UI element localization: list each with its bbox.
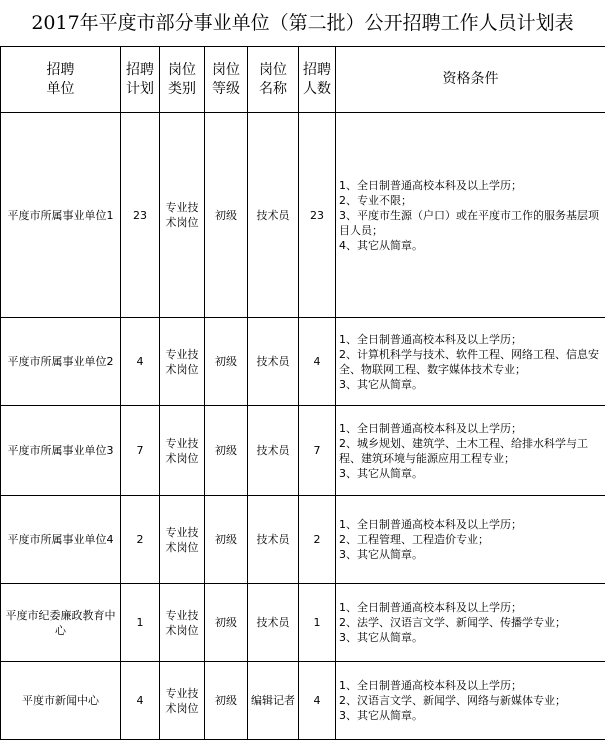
table-row — [1, 113, 605, 318]
requirements-cell — [336, 318, 605, 406]
requirement-line: 3、其它从简章。 — [339, 630, 602, 645]
page-title: 2017年平度市部分事业单位（第二批）公开招聘工作人员计划表 — [0, 0, 605, 46]
plan-cell: 4 — [121, 318, 160, 406]
requirement-line: 1、全日制普通高校本科及以上学历； — [339, 517, 602, 532]
header-category: 岗位 类别 — [160, 47, 205, 113]
header-unit: 招聘 单位 — [1, 47, 121, 113]
category-cell: 专业技术岗位 — [160, 662, 205, 740]
requirements-cell — [336, 496, 605, 584]
table-row — [1, 584, 605, 662]
grade-cell: 初级 — [205, 584, 248, 662]
count-cell: 1 — [299, 584, 336, 662]
table-row — [1, 318, 605, 406]
requirement-line: 3、其它从简章。 — [339, 708, 602, 723]
plan-cell: 2 — [121, 496, 160, 584]
table-row — [1, 496, 605, 584]
requirement-line: 3、平度市生源（户口）或在平度市工作的服务基层项目人员； — [339, 208, 602, 238]
count-cell: 23 — [299, 113, 336, 318]
category-cell: 专业技术岗位 — [160, 496, 205, 584]
requirement-line: 2、法学、汉语言文学、新闻学、传播学专业； — [339, 615, 602, 630]
requirement-line: 2、计算机科学与技术、软件工程、网络工程、信息安全、物联网工程、数字媒体技术专业； — [339, 347, 602, 377]
header-requirements: 资格条件 — [336, 47, 605, 113]
requirement-line: 1、全日制普通高校本科及以上学历； — [339, 332, 602, 347]
requirement-line: 4、其它从简章。 — [339, 238, 602, 253]
requirement-line: 1、全日制普通高校本科及以上学历； — [339, 421, 602, 436]
header-plan: 招聘 计划 — [121, 47, 160, 113]
category-cell: 专业技术岗位 — [160, 406, 205, 496]
count-cell: 2 — [299, 496, 336, 584]
unit-cell: 平度市所属事业单位4 — [1, 496, 121, 584]
plan-cell: 4 — [121, 662, 160, 740]
requirement-line: 2、汉语言文学、新闻学、网络与新媒体专业； — [339, 693, 602, 708]
requirement-line: 3、其它从简章。 — [339, 547, 602, 562]
count-cell: 4 — [299, 318, 336, 406]
requirements-cell — [336, 406, 605, 496]
header-row — [1, 47, 605, 113]
table-body — [1, 113, 605, 740]
unit-cell: 平度市所属事业单位2 — [1, 318, 121, 406]
plan-cell: 1 — [121, 584, 160, 662]
unit-cell: 平度市所属事业单位1 — [1, 113, 121, 318]
position-cell: 技术员 — [248, 318, 299, 406]
grade-cell: 初级 — [205, 662, 248, 740]
header-count: 招聘 人数 — [299, 47, 336, 113]
category-cell: 专业技术岗位 — [160, 318, 205, 406]
position-cell: 编辑记者 — [248, 662, 299, 740]
position-cell: 技术员 — [248, 584, 299, 662]
requirement-line: 2、专业不限； — [339, 193, 602, 208]
header-position: 岗位 名称 — [248, 47, 299, 113]
count-cell: 7 — [299, 406, 336, 496]
unit-cell: 平度市新闻中心 — [1, 662, 121, 740]
recruitment-table — [0, 46, 605, 740]
grade-cell: 初级 — [205, 496, 248, 584]
requirement-line: 1、全日制普通高校本科及以上学历； — [339, 678, 602, 693]
header-grade: 岗位 等级 — [205, 47, 248, 113]
grade-cell: 初级 — [205, 318, 248, 406]
category-cell: 专业技术岗位 — [160, 584, 205, 662]
requirement-line: 3、其它从简章。 — [339, 466, 602, 481]
count-cell: 4 — [299, 662, 336, 740]
requirement-line: 2、工程管理、工程造价专业； — [339, 532, 602, 547]
requirement-line: 3、其它从简章。 — [339, 377, 602, 392]
requirements-cell — [336, 584, 605, 662]
position-cell: 技术员 — [248, 113, 299, 318]
requirement-line: 1、全日制普通高校本科及以上学历； — [339, 600, 602, 615]
table-row — [1, 406, 605, 496]
requirement-line: 2、城乡规划、建筑学、土木工程、给排水科学与工程、建筑环境与能源应用工程专业； — [339, 436, 602, 466]
position-cell: 技术员 — [248, 406, 299, 496]
plan-cell: 23 — [121, 113, 160, 318]
unit-cell: 平度市所属事业单位3 — [1, 406, 121, 496]
grade-cell: 初级 — [205, 113, 248, 318]
category-cell: 专业技术岗位 — [160, 113, 205, 318]
requirement-line: 1、全日制普通高校本科及以上学历； — [339, 178, 602, 193]
grade-cell: 初级 — [205, 406, 248, 496]
requirements-cell — [336, 113, 605, 318]
plan-cell: 7 — [121, 406, 160, 496]
unit-cell: 平度市纪委廉政教育中心 — [1, 584, 121, 662]
position-cell: 技术员 — [248, 496, 299, 584]
